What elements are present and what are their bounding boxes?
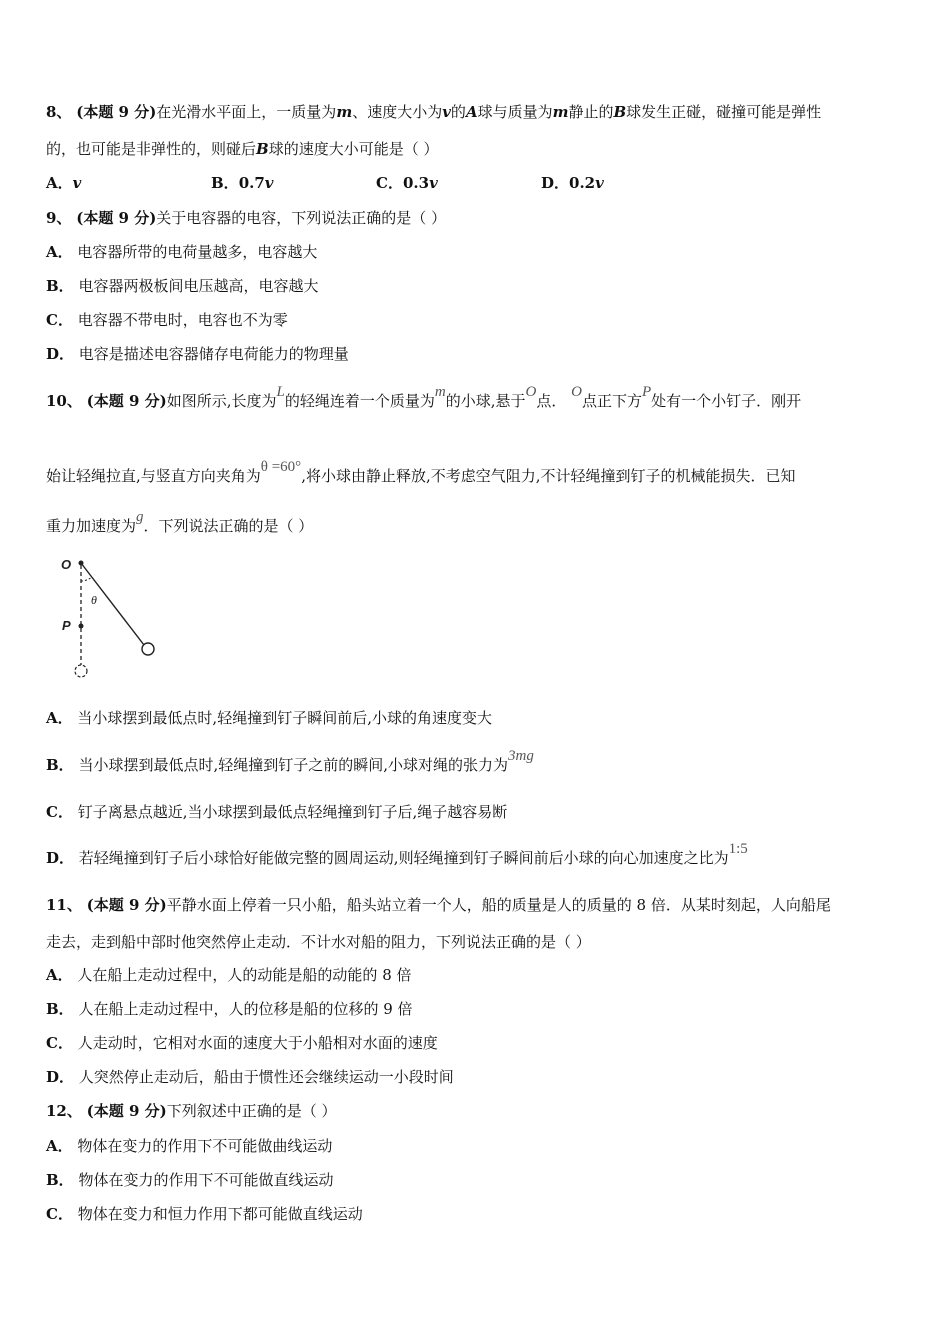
q12-option-b[interactable]: B． 物体在变力的作用下不可能做直线运动 — [46, 1171, 334, 1189]
q9-option-d[interactable]: D． 电容是描述电容器储存电荷能力的物理量 — [46, 345, 349, 363]
q10-option-a[interactable]: A． 当小球摆到最低点时,轻绳撞到钉子瞬间前后,小球的角速度变大 — [46, 709, 492, 727]
q9-option-c[interactable]: C． 电容器不带电时，电容也不为零 — [46, 311, 288, 329]
q9-number: 9、 — [46, 209, 72, 227]
q9-option-b[interactable]: B． 电容器两极板间电压越高，电容越大 — [46, 277, 319, 295]
ball-lowest-dashed — [75, 665, 87, 677]
q8-stem-line1: 8、 (本题 9 分)在光滑水平面上，一质量为m、速度大小为v的A球与质量为m静止的B球发生正碰，碰撞可能是弹性 — [46, 103, 822, 121]
figure-label-p: P — [62, 618, 71, 633]
q11-number: 11、 — [46, 896, 82, 914]
q8-number: 8、 — [46, 103, 72, 121]
q8-score: (本题 9 分) — [76, 103, 157, 121]
q10-option-d[interactable]: D． 若轻绳撞到钉子后小球恰好能做完整的圆周运动,则轻绳撞到钉子瞬间前后小球的向心加速度之比为1:5 — [46, 841, 748, 867]
q9-score: (本题 9 分) — [76, 209, 157, 227]
q8-option-b[interactable]: B．0.7v — [211, 174, 274, 192]
nail-point — [79, 624, 84, 629]
q11-option-d[interactable]: D． 人突然停止走动后，船由于惯性还会继续运动一小段时间 — [46, 1068, 454, 1086]
q10-stem-line3: 重力加速度为g．下列说法正确的是（ ） — [46, 509, 314, 535]
q9-stem: 9、 (本题 9 分)关于电容器的电容，下列说法正确的是（ ） — [46, 209, 447, 227]
ball-initial — [142, 643, 154, 655]
q10-option-c[interactable]: C． 钉子离悬点越近,当小球摆到最低点轻绳撞到钉子后,绳子越容易断 — [46, 803, 508, 821]
q8-stem-line2: 的，也可能是非弹性的，则碰后B球的速度大小可能是（ ） — [46, 140, 439, 158]
q11-option-b[interactable]: B． 人在船上走动过程中，人的位移是船的位移的 9 倍 — [46, 1000, 413, 1018]
q10-option-b[interactable]: B． 当小球摆到最低点时,轻绳撞到钉子之前的瞬间,小球对绳的张力为3mg — [46, 748, 534, 774]
q12-score: (本题 9 分) — [86, 1102, 167, 1120]
q9-option-a[interactable]: A． 电容器所带的电荷量越多，电容越大 — [46, 243, 318, 261]
figure-label-theta: θ — [91, 593, 97, 607]
q10-stem-line2: 始让轻绳拉直,与竖直方向夹角为θ =60°,将小球由静止释放,不考虑空气阻力,不计轻绳撞到钉子的机械能损失．已知 — [46, 459, 796, 485]
q10-stem-line1: 10、 (本题 9 分)如图所示,长度为L的轻绳连着一个质量为m的小球,悬于O点． O点正下方P处有一个小钉子．刚开 — [46, 384, 802, 410]
q8-option-c[interactable]: C．0.3v — [376, 174, 438, 192]
q12-option-a[interactable]: A． 物体在变力的作用下不可能做曲线运动 — [46, 1137, 333, 1155]
q8-options — [46, 173, 706, 193]
q11-score: (本题 9 分) — [86, 896, 167, 914]
q11-stem-line2: 走去，走到船中部时他突然停止走动．不计水对船的阻力，下列说法正确的是（ ） — [46, 933, 591, 951]
pendulum-figure — [55, 552, 175, 682]
q11-option-c[interactable]: C． 人走动时，它相对水面的速度大于小船相对水面的速度 — [46, 1034, 438, 1052]
q12-option-c[interactable]: C． 物体在变力和恒力作用下都可能做直线运动 — [46, 1205, 363, 1223]
q8-option-d[interactable]: D．0.2v — [541, 174, 604, 192]
q11-stem-line1: 11、 (本题 9 分)平静水面上停着一只小船，船头站立着一个人，船的质量是人的质量的 8 倍．从某时刻起，人向船尾 — [46, 896, 831, 914]
q12-number: 12、 — [46, 1102, 82, 1120]
q11-option-a[interactable]: A． 人在船上走动过程中，人的动能是船的动能的 8 倍 — [46, 966, 412, 984]
figure-label-o: O — [61, 557, 72, 572]
q12-stem: 12、 (本题 9 分)下列叙述中正确的是（ ） — [46, 1102, 337, 1120]
q8-option-a[interactable]: A．v — [46, 174, 82, 192]
q10-score: (本题 9 分) — [86, 392, 167, 410]
angle-arc — [81, 577, 92, 581]
q10-number: 10、 — [46, 392, 82, 410]
